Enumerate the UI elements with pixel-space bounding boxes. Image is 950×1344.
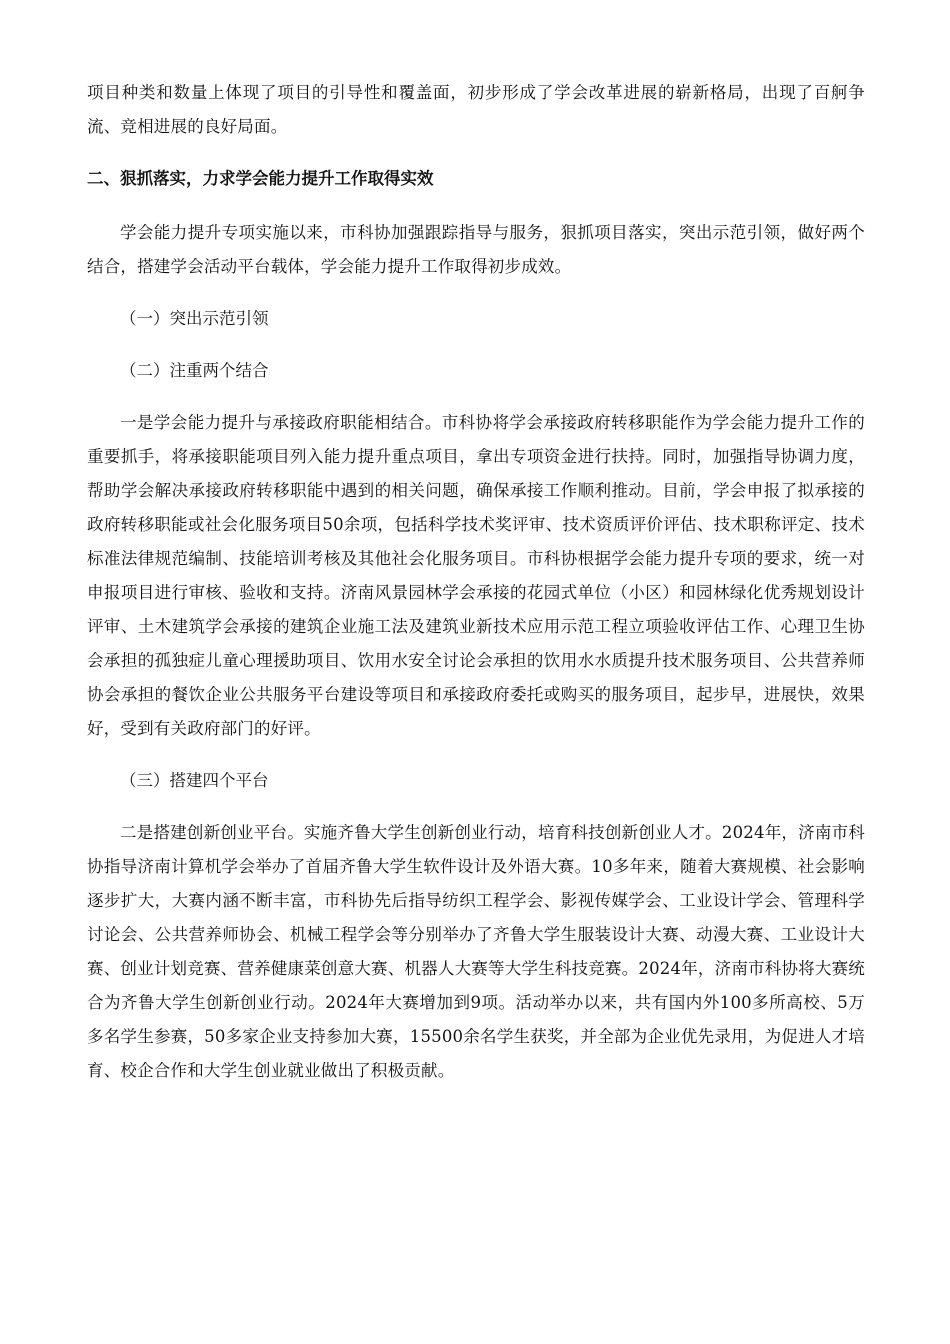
document-page xyxy=(87,76,865,1088)
paragraph-intro-continuation: 项目种类和数量上体现了项目的引导性和覆盖面，初步形成了学会改革进展的崭新格局，出现了百舸争流、竞相进展的良好局面。 xyxy=(87,83,865,136)
paragraph-combination-1: 一是学会能力提升与承接政府职能相结合。市科协将学会承接政府转移职能作为学会能力提升工作的重要抓手，将承接职能项目列入能力提升重点项目，拿出专项资金进行扶持。同时，加强指导协调力度，帮助学会解决承接政府转移职能中遇到的相关问题，确保承接工作顺利推动。目前，学会申报了拟承接的政府转移职能或社会化服务项目50余项，包括科学技术奖评审、技术资质评价评估、技术职称评定、技术标准法律规范编制、技能培训考核及其他社会化服务项目。市科协根据学会能力提升专项的要求，统一对申报项目进行审核、验收和支持。济南风景园林学会承接的花园式单位（小区）和园林绿化优秀规划设计评审、土木建筑学会承接的建筑企业施工法及建筑业新技术应用示范工程立项验收评估工作、心理卫生协会承担的孤独症儿童心理援助项目、饮用水安全讨论会承担的饮用水水质提升技术服务项目、公共营养师协会承担的餐饮企业公共服务平台建设等项目和承接政府委托或购买的服务项目，起步早，进展快，效果好，受到有关政府部门的好评。 xyxy=(87,413,865,738)
subheading-2: （二）注重两个结合 xyxy=(120,361,269,380)
subheading-3: （三）搭建四个平台 xyxy=(120,771,269,790)
paragraph-platform-2: 二是搭建创新创业平台。实施齐鲁大学生创新创业行动，培育科技创新创业人才。2024年，济南市科协指导济南计算机学会举办了首届齐鲁大学生软件设计及外语大赛。10多年来，随着大赛规模、社会影响逐步扩大，大赛内涵不断丰富，市科协先后指导纺织工程学会、影视传媒学会、工业设计学会、管理科学讨论会、公共营养师协会、机械工程学会等分别举办了齐鲁大学生服装设计大赛、动漫大赛、工业设计大赛、创业计划竞赛、营养健康菜创意大赛、机器人大赛等大学生科技竞赛。2024年，济南市科协将大赛统合为齐鲁大学生创新创业行动。2024年大赛增加到9项。活动举办以来，共有国内外100多所高校、5万多名学生参赛，50多家企业支持参加大赛，15500余名学生获奖，并全部为企业优先录用，为促进人才培育、校企合作和大学生创业就业做出了积极贡献。 xyxy=(87,823,865,1080)
spacer xyxy=(87,746,865,764)
spacer xyxy=(87,284,865,302)
subheading-1: （一）突出示范引领 xyxy=(120,309,269,328)
spacer xyxy=(87,336,865,354)
spacer xyxy=(87,388,865,406)
paragraph-section2-intro: 学会能力提升专项实施以来，市科协加强跟踪指导与服务，狠抓项目落实，突出示范引领，做好两个结合，搭建学会活动平台载体，学会能力提升工作取得初步成效。 xyxy=(87,223,865,276)
spacer xyxy=(87,144,865,162)
spacer xyxy=(87,196,865,216)
spacer xyxy=(87,798,865,816)
section-heading-2: 二、狠抓落实，力求学会能力提升工作取得实效 xyxy=(87,169,434,188)
